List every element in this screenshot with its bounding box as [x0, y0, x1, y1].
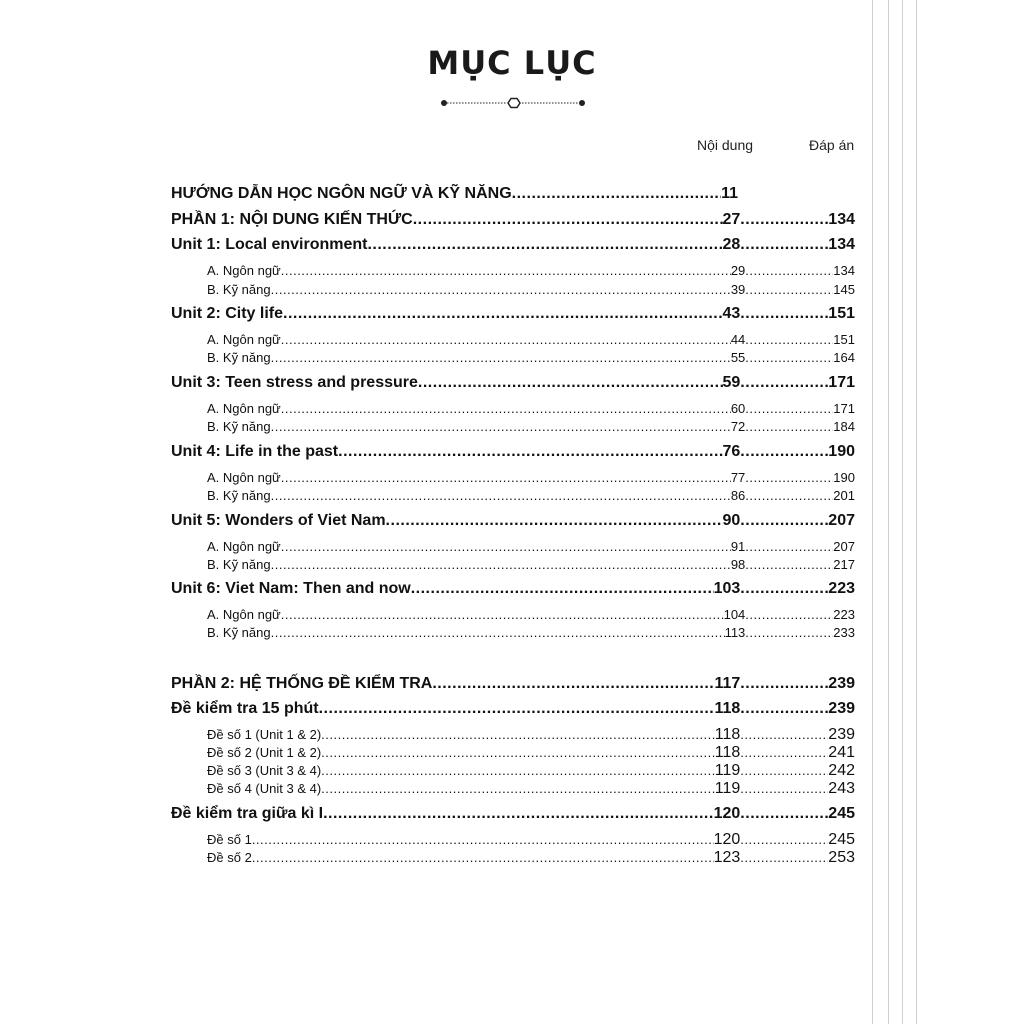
toc-page-number: 113 — [724, 625, 746, 640]
dot-leader — [740, 781, 828, 796]
toc-page-number: 55 — [730, 350, 746, 365]
toc-subsection-row — [171, 744, 855, 760]
dot-leader — [745, 557, 833, 572]
toc-entry-label: A. Ngôn ngữ — [207, 263, 281, 278]
dot-leader — [281, 332, 731, 347]
dot-leader — [740, 675, 828, 693]
dot-leader — [319, 700, 715, 718]
dot-leader — [271, 350, 731, 365]
dot-leader — [740, 745, 828, 760]
toc-entry-label: A. Ngôn ngữ — [207, 539, 281, 554]
toc-entry-label: A. Ngôn ngữ — [207, 470, 281, 485]
toc-answer-page-number: 223 — [833, 607, 855, 622]
toc-answer-page-number: 151 — [828, 305, 855, 322]
dot-leader — [745, 282, 833, 297]
toc-subsection-row — [171, 780, 855, 796]
toc-answer-page-number: 242 — [828, 762, 855, 779]
toc-page-number: 120 — [713, 831, 741, 848]
page-edge-line — [902, 0, 903, 1024]
toc-subsection-row — [171, 831, 855, 847]
toc-entry-label: Đề số 1 (Unit 1 & 2) — [207, 727, 322, 742]
toc-subsection-row — [171, 539, 855, 555]
dot-leader — [367, 236, 722, 254]
toc-section-row — [171, 805, 855, 825]
toc-answer-page-number: 223 — [828, 580, 855, 597]
dot-leader — [283, 305, 722, 323]
toc-answer-page-number: 190 — [833, 470, 855, 485]
toc-answer-page-number: 164 — [833, 350, 855, 365]
toc-answer-page-number: 239 — [828, 675, 855, 692]
toc-answer-page-number: 239 — [828, 700, 855, 717]
dot-leader — [271, 419, 731, 434]
toc-entry-label: Đề kiểm tra 15 phút — [171, 700, 319, 717]
toc-page-number: 29 — [730, 263, 746, 278]
toc-subsection-row — [171, 726, 855, 742]
toc-section-row — [171, 305, 855, 325]
toc-answer-page-number: 241 — [828, 744, 855, 761]
dot-leader — [281, 401, 731, 416]
toc-page-number: 104 — [723, 607, 746, 622]
dot-leader — [745, 401, 833, 416]
dot-leader — [386, 512, 723, 530]
toc-page-number: 59 — [722, 374, 741, 391]
toc-subsection-row — [171, 419, 855, 435]
toc-section-row — [171, 580, 855, 600]
toc-entry-label: Unit 1: Local environment — [171, 236, 368, 253]
toc-entry-label: PHẦN 2: HỆ THỐNG ĐỀ KIỂM TRA — [171, 675, 433, 692]
toc-page-number: 90 — [722, 512, 741, 529]
dot-leader — [323, 805, 714, 823]
toc-section-row — [171, 512, 855, 532]
toc-entry-label: Unit 2: City life — [171, 305, 284, 322]
toc-page-number: 72 — [730, 419, 746, 434]
toc-page-number: 91 — [730, 539, 746, 554]
toc-page-number: 103 — [713, 580, 741, 597]
dot-leader — [740, 850, 828, 865]
toc-entry-label: Đề kiểm tra giữa kì I — [171, 805, 324, 822]
dot-leader — [745, 419, 833, 434]
toc-page-number: 123 — [713, 849, 741, 866]
dot-leader — [740, 211, 828, 229]
toc-page-number: 118 — [714, 744, 741, 761]
toc-entry-label: Đề số 2 — [207, 850, 252, 865]
toc-page-number: 77 — [730, 470, 746, 485]
toc-entry-label: B. Kỹ năng — [207, 350, 271, 365]
dot-leader — [321, 763, 715, 778]
dot-leader — [321, 727, 715, 742]
dot-leader — [271, 488, 731, 503]
dot-leader — [740, 580, 828, 598]
toc-entry-label: Unit 3: Teen stress and pressure — [171, 374, 418, 391]
toc-subsection-row — [171, 762, 855, 778]
toc-page-number: 44 — [730, 332, 746, 347]
toc-entry-label: Unit 4: Life in the past — [171, 443, 339, 460]
page-edge-line — [888, 0, 889, 1024]
title-ornament — [440, 96, 586, 110]
toc-section-row — [171, 185, 738, 205]
toc-answer-page-number: 184 — [833, 419, 855, 434]
toc-page-number: 120 — [713, 805, 741, 822]
dot-leader — [745, 470, 833, 485]
toc-entry-label: PHẦN 1: NỘI DUNG KIẾN THỨC — [171, 211, 413, 228]
toc-answer-page-number: 134 — [828, 211, 855, 228]
toc-entry-label: B. Kỹ năng — [207, 282, 271, 297]
toc-answer-page-number: 245 — [828, 831, 855, 848]
toc-page-number: 43 — [722, 305, 741, 322]
dot-leader — [740, 374, 828, 392]
toc-answer-page-number: 207 — [828, 512, 855, 529]
toc-subsection-row — [171, 350, 855, 366]
toc-answer-page-number: 245 — [828, 805, 855, 822]
dot-leader — [745, 350, 833, 365]
toc-section-row — [171, 211, 855, 231]
dot-leader — [432, 675, 714, 693]
toc-entry-label: B. Kỹ năng — [207, 557, 271, 572]
dot-leader — [740, 727, 828, 742]
dot-leader — [745, 539, 833, 554]
dot-leader — [740, 443, 828, 461]
toc-answer-page-number: 171 — [833, 401, 855, 416]
toc-page-number: 28 — [722, 236, 741, 253]
column-header-content: Nội dung — [697, 137, 754, 153]
toc-page-number: 118 — [714, 726, 741, 743]
toc-entry-label: B. Kỹ năng — [207, 488, 271, 503]
toc-subsection-row — [171, 607, 855, 623]
dot-leader — [321, 745, 715, 760]
toc-entry-label: Đề số 2 (Unit 1 & 2) — [207, 745, 322, 760]
toc-subsection-row — [171, 488, 855, 504]
dot-leader — [413, 211, 723, 229]
dot-leader — [418, 374, 723, 392]
toc-entry-label: Đề số 3 (Unit 3 & 4) — [207, 763, 322, 778]
toc-subsection-row — [171, 332, 855, 348]
toc-subsection-row — [171, 470, 855, 486]
toc-entry-label: HƯỚNG DẪN HỌC NGÔN NGỮ VÀ KỸ NĂNG — [171, 185, 512, 202]
dot-leader — [252, 850, 714, 865]
dot-leader — [338, 443, 722, 461]
dot-leader — [740, 805, 828, 823]
toc-answer-page-number: 134 — [833, 263, 855, 278]
toc-page-number: 117 — [714, 675, 741, 692]
dot-leader — [740, 512, 828, 530]
page-title: MỤC LỤC — [427, 44, 597, 82]
page-edge-line — [872, 0, 873, 1024]
toc-entry-label: A. Ngôn ngữ — [207, 607, 281, 622]
dot-leader — [271, 282, 731, 297]
toc-section-row — [171, 236, 855, 256]
dot-leader — [745, 263, 833, 278]
toc-entry-label: Đề số 1 — [207, 832, 252, 847]
toc-answer-page-number: 239 — [828, 726, 855, 743]
toc-page-number: 86 — [730, 488, 746, 503]
toc-subsection-row — [171, 282, 855, 298]
dot-leader — [281, 263, 731, 278]
dot-leader — [745, 607, 833, 622]
toc-section-row — [171, 700, 855, 720]
dot-leader — [281, 539, 731, 554]
toc-entry-label: Unit 6: Viet Nam: Then and now — [171, 580, 411, 597]
dot-leader — [252, 832, 714, 847]
toc-page-number: 118 — [714, 700, 741, 717]
toc-answer-page-number: 190 — [828, 443, 855, 460]
dot-leader — [740, 236, 828, 254]
toc-answer-page-number: 217 — [833, 557, 855, 572]
toc-answer-page-number: 145 — [833, 282, 855, 297]
dot-leader — [740, 832, 828, 847]
toc-answer-page-number: 243 — [828, 780, 855, 797]
toc-section-row — [171, 443, 855, 463]
dot-leader — [745, 332, 833, 347]
dot-leader — [281, 607, 724, 622]
toc-subsection-row — [171, 849, 855, 865]
toc-entry-label: B. Kỹ năng — [207, 625, 271, 640]
dot-leader — [271, 625, 725, 640]
dot-leader — [745, 488, 833, 503]
toc-subsection-row — [171, 263, 855, 279]
dot-leader — [271, 557, 731, 572]
dot-leader — [745, 625, 833, 640]
dot-leader — [281, 470, 731, 485]
toc-answer-page-number: 253 — [828, 849, 855, 866]
toc-section-row — [171, 675, 855, 695]
toc-answer-page-number: 171 — [828, 374, 855, 391]
toc-page-number: 60 — [730, 401, 746, 416]
toc-entry-label: A. Ngôn ngữ — [207, 401, 281, 416]
dot-leader — [740, 700, 828, 718]
toc-entry-label: Đề số 4 (Unit 3 & 4) — [207, 781, 322, 796]
toc-page-number: 76 — [722, 443, 741, 460]
toc-entry-label: Unit 5: Wonders of Viet Nam — [171, 512, 386, 529]
toc-page-number: 119 — [714, 762, 741, 779]
dot-leader — [512, 185, 721, 203]
toc-entry-label: A. Ngôn ngữ — [207, 332, 281, 347]
toc-answer-page-number: 201 — [833, 488, 855, 503]
toc-page-number: 27 — [722, 211, 741, 228]
toc-answer-page-number: 151 — [833, 332, 855, 347]
toc-answer-page-number: 134 — [828, 236, 855, 253]
toc-section-row — [171, 374, 855, 394]
toc-subsection-row — [171, 401, 855, 417]
toc-page-number: 39 — [730, 282, 746, 297]
dot-leader — [321, 781, 715, 796]
toc-page-number: 119 — [714, 780, 741, 797]
toc-subsection-row — [171, 625, 855, 641]
dot-leader — [740, 305, 828, 323]
dot-leader — [411, 580, 714, 598]
toc-page-number: 98 — [730, 557, 746, 572]
page-edge-line — [916, 0, 917, 1024]
toc-answer-page-number: 207 — [833, 539, 855, 554]
toc-answer-page-number: 233 — [833, 625, 855, 640]
dot-leader — [740, 763, 828, 778]
toc-subsection-row — [171, 557, 855, 573]
toc-page-number: 11 — [721, 185, 738, 202]
column-header-answers: Đáp án — [809, 137, 855, 153]
toc-entry-label: B. Kỹ năng — [207, 419, 271, 434]
